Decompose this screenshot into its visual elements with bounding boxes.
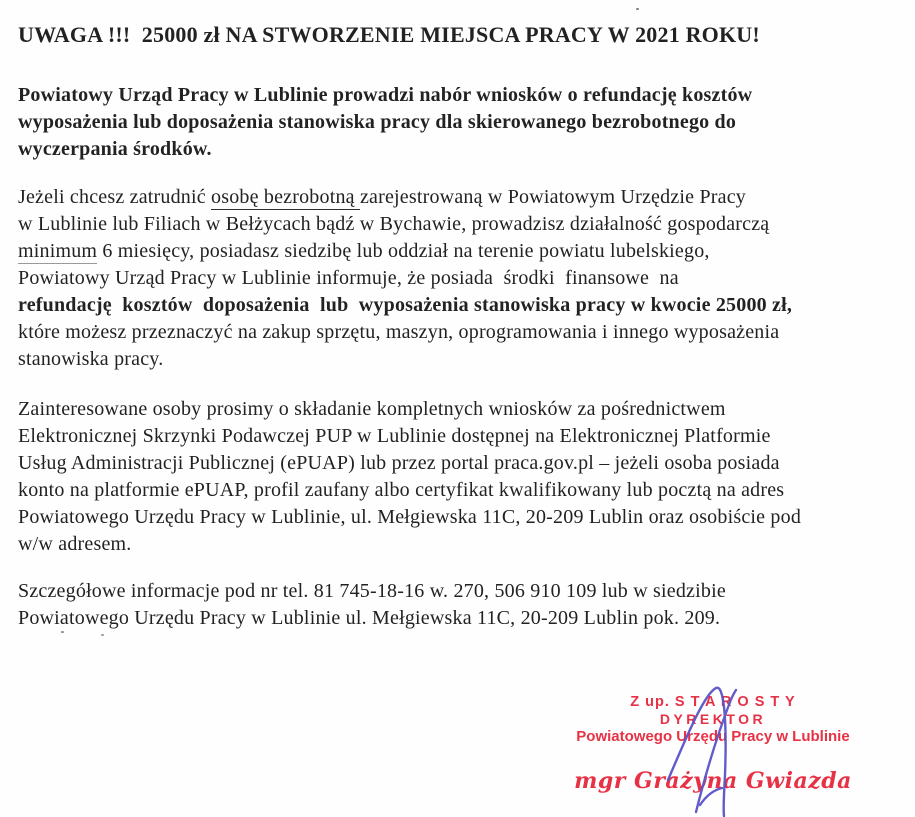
text-line: Zainteresowane osoby prosimy o składanie kompletnych wniosków za pośrednictwem [18, 398, 726, 420]
underlined-phrase: osobę bezrobotną [211, 186, 360, 208]
text-line: Powiatowy Urząd Pracy w Lublinie prowadzi nabór wniosków o refundację kosztów [18, 84, 753, 106]
intro-paragraph [18, 82, 896, 163]
text-line [18, 184, 896, 211]
stamp-authority-line: Z up. S T A R O S T Y [630, 694, 796, 710]
scan-artifact-dot [636, 8, 639, 10]
text-line: Szczegółowe informacje pod nr tel. 81 745-18-16 w. 270, 506 910 109 lub w siedzibie [18, 580, 726, 602]
underlined-phrase: minimum [18, 240, 98, 262]
text-line: wyposażenia lub doposażenia stanowiska pracy dla skierowanego bezrobotnego do [18, 111, 737, 133]
text-line: wyczerpania środków. [18, 138, 212, 160]
stamp-title-line: DYREKTOR [659, 711, 767, 727]
stamp-office-line: Powiatowego Urzędu Pracy w Lublinie [576, 728, 850, 745]
official-stamp [570, 694, 856, 794]
text-segment: 6 miesięcy, posiadasz siedzibę lub oddział na terenie powiatu lubelskiego, [97, 240, 710, 262]
text-line: w/w adresem. [18, 533, 132, 555]
contact-paragraph [18, 578, 896, 632]
text-segment: Jeżeli chcesz zatrudnić [18, 186, 212, 208]
text-line: w Lublinie lub Filiach w Bełżycach bądź w Bychawie, prowadzisz działalność gospodarczą [18, 213, 770, 235]
eligibility-paragraph [18, 184, 896, 373]
text-segment: zarejestrowaną w Powiatowym Urzędzie Pracy [359, 186, 746, 208]
submission-paragraph [18, 396, 896, 558]
text-line: konto na platformie ePUAP, profil zaufany albo certyfikat kwalifikowany lub pocztą na adres [18, 479, 785, 501]
text-line-bold: refundację kosztów doposażenia lub wyposażenia stanowiska pracy w kwocie 25000 zł, [18, 294, 793, 316]
text-line: Powiatowego Urzędu Pracy w Lublinie ul. Mełgiewska 11C, 20-209 Lublin pok. 209. [18, 607, 721, 629]
signatory-name: mgr Grażyna Gwiazda [574, 768, 852, 794]
text-line: Powiatowy Urząd Pracy w Lublinie informuje, że posiada środki finansowe na [18, 267, 679, 289]
text-line: Elektronicznej Skrzynki Podawczej PUP w Lublinie dostępnej na Elektronicznej Platformie [18, 425, 771, 447]
scan-artifact-dot [101, 634, 104, 636]
document-title: UWAGA !!! 25000 zł NA STWORZENIE MIEJSCA PRACY W 2021 ROKU! [18, 22, 760, 47]
text-line: Powiatowego Urzędu Pracy w Lublinie, ul. Mełgiewska 11C, 20-209 Lublin oraz osobiście pod [18, 506, 802, 528]
text-line: stanowiska pracy. [18, 348, 164, 370]
text-line: Usług Administracji Publicznej (ePUAP) lub przez portal praca.gov.pl – jeżeli osoba posiada [18, 452, 780, 474]
text-line: które możesz przeznaczyć na zakup sprzętu, maszyn, oprogramowania i innego wyposażenia [18, 321, 780, 343]
text-line [18, 238, 896, 265]
